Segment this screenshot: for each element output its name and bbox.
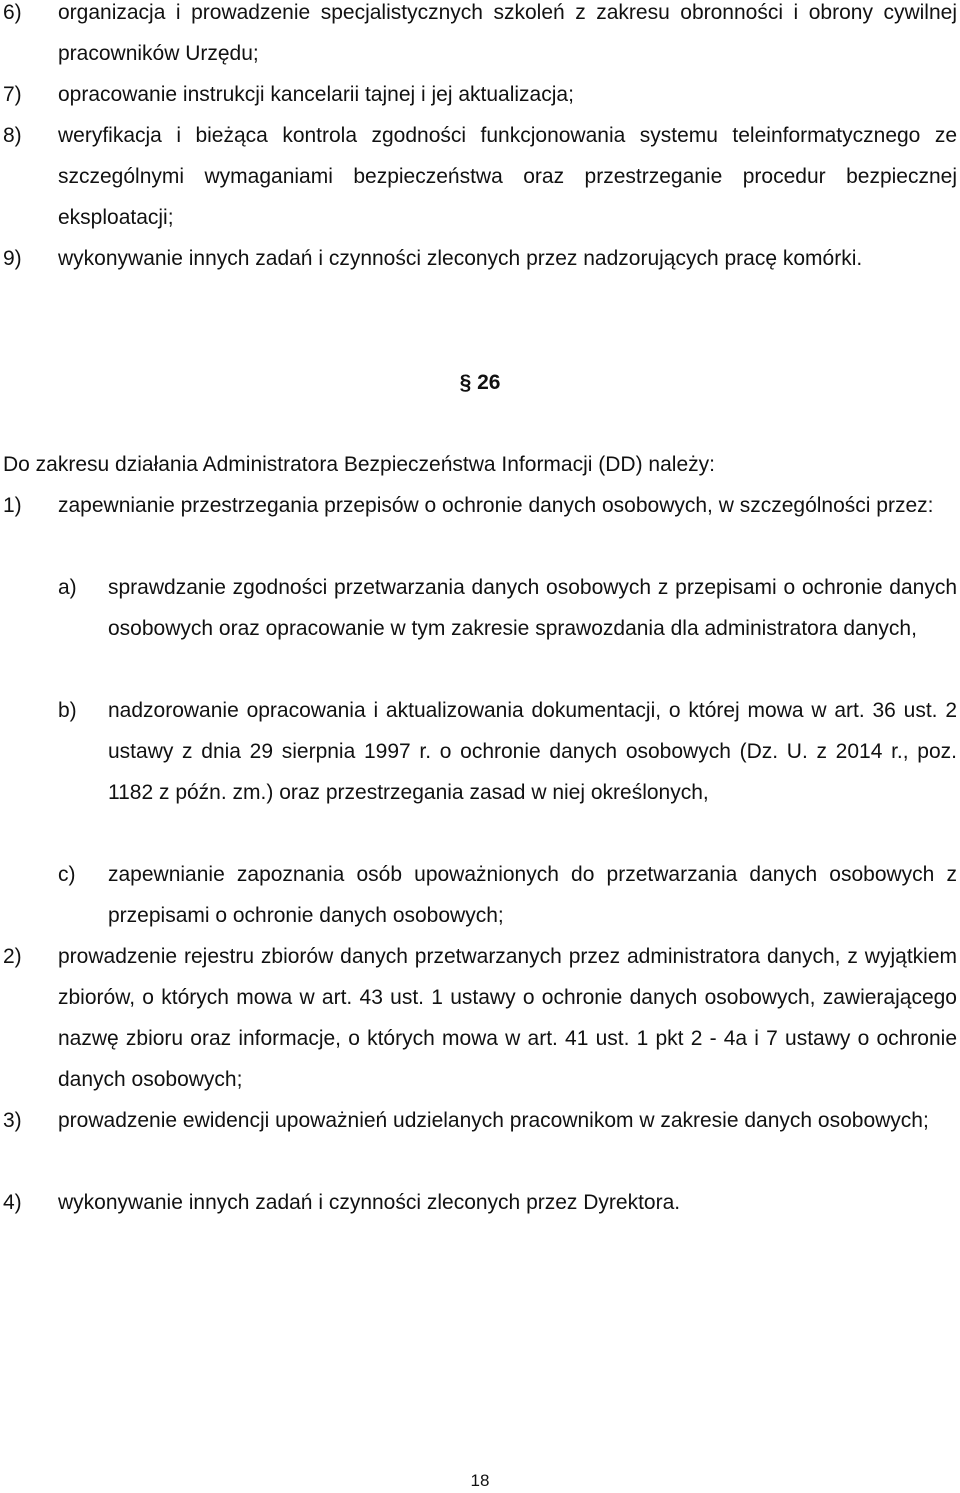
list-item-9 [0, 238, 958, 279]
list-item-text: zapewnianie przestrzegania przepisów o ochronie danych osobowych, w szczególności przez: [58, 494, 934, 517]
list-item-1 [0, 485, 958, 526]
list-item-text: opracowanie instrukcji kancelarii tajnej i jej aktualizacja; [58, 83, 574, 106]
sublist-item-text: nadzorowanie opracowania i aktualizowania dokumentacji, o której mowa w art. 36 ust. 2 ustawy z dnia 29 sierpnia 1997 r. o ochronie danych osobowych (Dz. U. z 2014 r., poz. 1182 z późn. zm.) oraz przestrzegania zasad w niej określonych, [108, 699, 957, 804]
list-item-number: 7) [3, 83, 22, 106]
list-item-text: wykonywanie innych zadań i czynności zleconych przez nadzorujących pracę komórki. [58, 247, 863, 270]
list-item-number: 8) [3, 124, 22, 147]
sublist-item-letter: a) [58, 576, 77, 599]
sublist-item-a [58, 567, 958, 649]
page-number: 18 [470, 1471, 490, 1490]
sublist-item-letter: c) [58, 863, 76, 886]
list-item-6 [0, 0, 958, 74]
list-item-number: 4) [3, 1191, 22, 1214]
list-item-number: 6) [3, 1, 22, 24]
section-heading: § 26 [459, 371, 501, 394]
sublist-item-text: zapewnianie zapoznania osób upoważnionych do przetwarzania danych osobowych z przepisami o ochronie danych osobowych; [108, 863, 957, 927]
list-item-text: prowadzenie ewidencji upoważnień udzielanych pracownikom w zakresie danych osobowych; [58, 1109, 929, 1132]
sublist-item-b [58, 690, 958, 813]
list-item-3 [0, 1100, 958, 1141]
list-item-7 [0, 74, 958, 115]
list-item-text: prowadzenie rejestru zbiorów danych przetwarzanych przez administratora danych, z wyjątkiem zbiorów, o których mowa w art. 43 ust. 1 ustawy o ochronie danych osobowych, zawierającego nazwę zbioru oraz informacje, o których mowa w art. 41 ust. 1 pkt 2 - 4a i 7 ustawy o ochronie danych osobowych; [58, 945, 957, 1091]
section-intro: Do zakresu działania Administratora Bezpieczeństwa Informacji (DD) należy: [3, 453, 715, 476]
list-item-text: weryfikacja i bieżąca kontrola zgodności funkcjonowania systemu teleinformatycznego ze szczególnymi wymaganiami bezpieczeństwa oraz przestrzeganie procedur bezpiecznej eksploatacji; [58, 124, 957, 229]
list-item-4 [0, 1182, 958, 1223]
list-item-8 [0, 115, 958, 238]
list-item-text: organizacja i prowadzenie specjalistycznych szkoleń z zakresu obronności i obrony cywilnej pracowników Urzędu; [58, 1, 957, 65]
sublist-item-c [58, 854, 958, 936]
list-item-number: 9) [3, 247, 22, 270]
list-item-number: 2) [3, 945, 22, 968]
sublist-item-letter: b) [58, 699, 77, 722]
list-item-number: 3) [3, 1109, 22, 1132]
list-item-text: wykonywanie innych zadań i czynności zleconych przez Dyrektora. [58, 1191, 681, 1214]
list-item-number: 1) [3, 494, 22, 517]
list-item-2 [0, 936, 958, 1100]
sublist-item-text: sprawdzanie zgodności przetwarzania danych osobowych z przepisami o ochronie danych osobowych oraz opracowanie w tym zakresie sprawozdania dla administratora danych, [108, 576, 957, 640]
